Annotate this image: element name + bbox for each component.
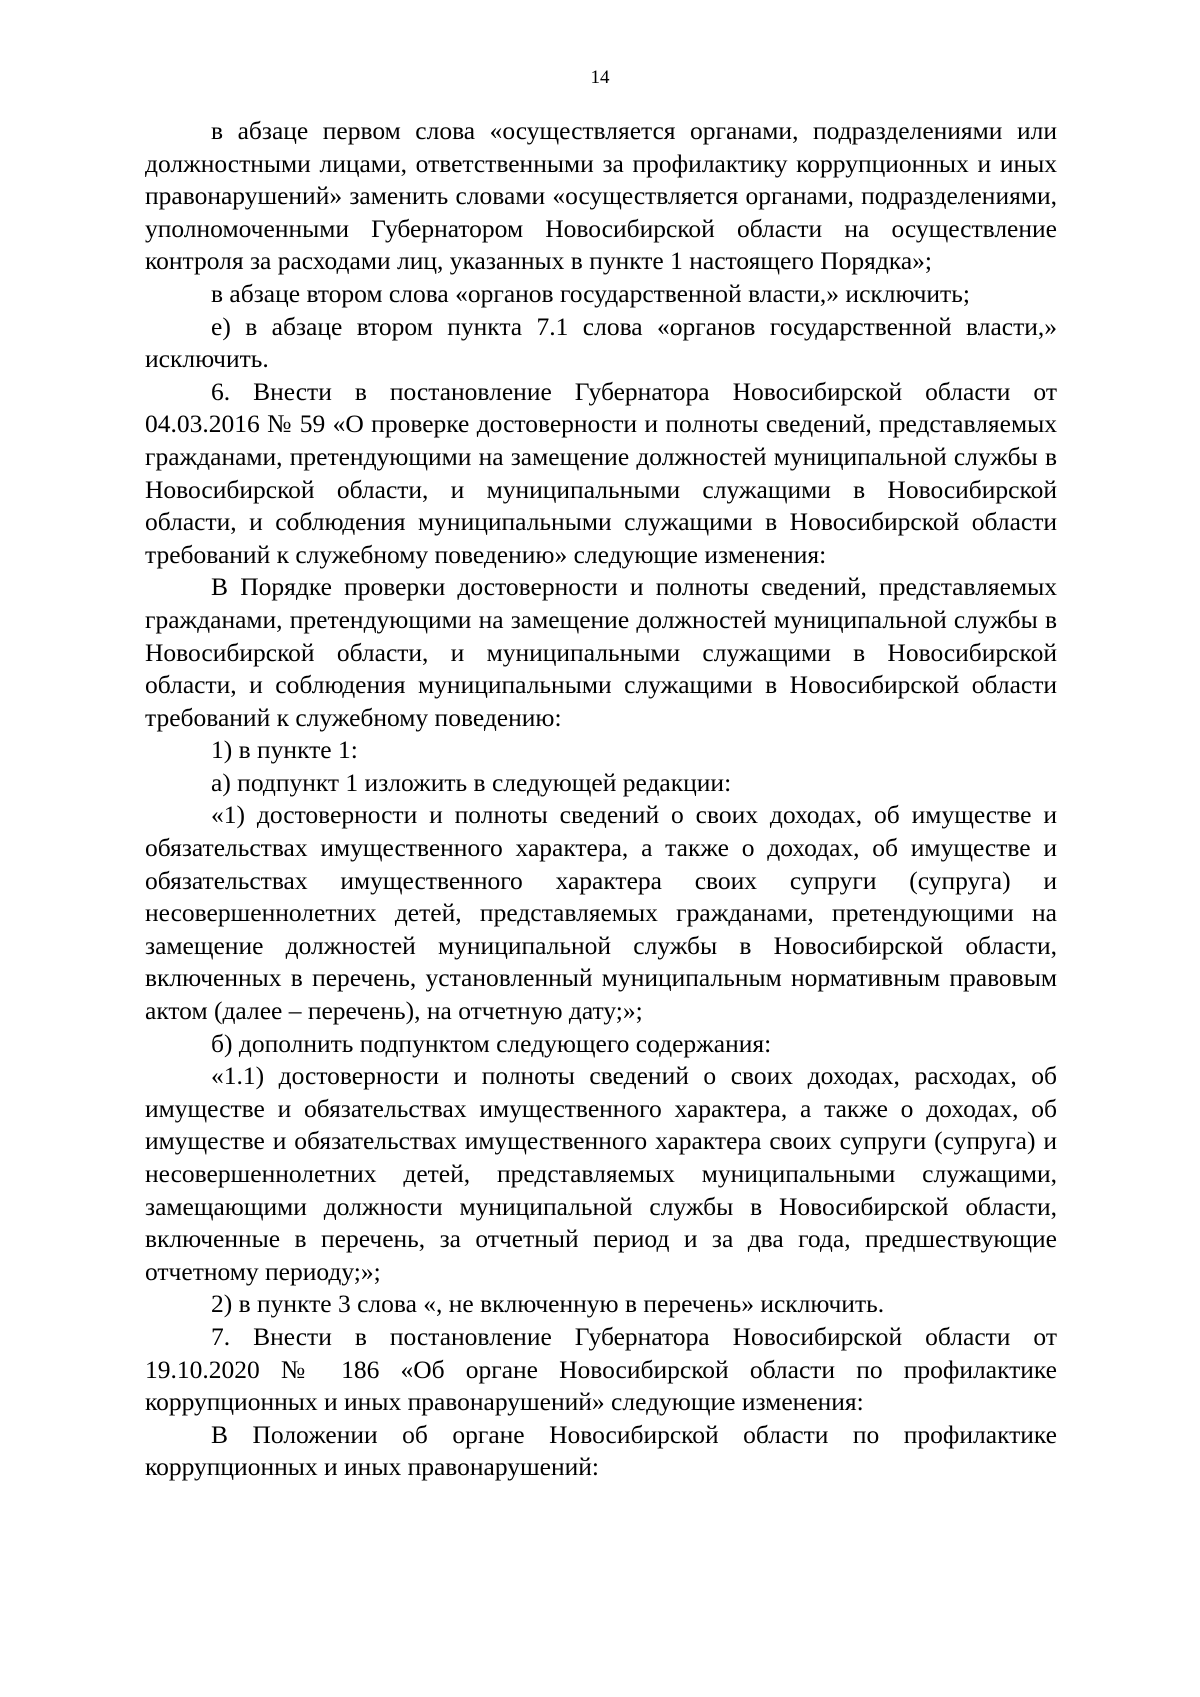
page-number: 14 xyxy=(590,67,610,88)
paragraph: В Порядке проверки достоверности и полноты сведений, представляемых гражданами, претендующими на замещение должностей муниципальной службы в Новосибирской области, и муниципальными служащими в Новосибирской области, и соблюдения муниципальными служащими в Новосибирской области требований к служебному поведению: xyxy=(145,572,1057,732)
paragraph: В Положении об органе Новосибирской области по профилактике коррупционных и иных правонарушений: xyxy=(145,1419,1057,1482)
paragraph: 6. Внести в постановление Губернатора Новосибирской области от 04.03.2016 № 59 «О проверке достоверности и полноты сведений, представляемых гражданами, претендующими на замещение должностей муниципальной службы в Новосибирской области, и муниципальными служащими в Новосибирской области, и соблюдения муниципальными служащими в Новосибирской области требований к служебному поведению» следующие изменения: xyxy=(145,376,1057,569)
paragraph: 7. Внести в постановление Губернатора Новосибирской области от 19.10.2020 № 186 «Об органе Новосибирской области по профилактике коррупционных и иных правонарушений» следующие изменения: xyxy=(145,1321,1057,1417)
paragraph: 2) в пункте 3 слова «, не включенную в перечень» исключить. xyxy=(211,1289,885,1319)
paragraph: в абзаце первом слова «осуществляется органами, подразделениями или должностными лицами, ответственными за профилактику коррупционных и иных правонарушений» заменить словами «осуществляется органами, подразделениями, уполномоченными Губернатором Новосибирской области на осуществление контроля за расходами лиц, указанных в пункте 1 настоящего Порядка»; xyxy=(145,116,1057,276)
paragraph: е) в абзаце втором пункта 7.1 слова «органов государственной власти,» исключить. xyxy=(145,311,1057,374)
paragraph: б) дополнить подпунктом следующего содержания: xyxy=(211,1028,772,1058)
paragraph: «1) достоверности и полноты сведений о своих доходах, об имуществе и обязательствах имущественного характера, а также о доходах, об имуществе и обязательствах имущественного характера своих супруги (супруга) и несовершеннолетних детей, представляемых гражданами, претендующими на замещение должностей муниципальной службы в Новосибирской области, включенных в перечень, установленный муниципальным нормативным правовым актом (далее – перечень), на отчетную дату;»; xyxy=(145,800,1057,1026)
paragraph: 1) в пункте 1: xyxy=(211,735,358,765)
paragraph: «1.1) достоверности и полноты сведений о своих доходах, расходах, об имуществе и обязательствах имущественного характера, а также о доходах, об имуществе и обязательствах имущественного характера своих супруги (супруга) и несовершеннолетних детей, представляемых муниципальными служащими, замещающими должности муниципальной службы в Новосибирской области, включенные в перечень, за отчетный период и за два года, предшествующие отчетному периоду;»; xyxy=(145,1061,1057,1286)
paragraph: а) подпункт 1 изложить в следующей редакции: xyxy=(211,767,732,797)
paragraph: в абзаце втором слова «органов государственной власти,» исключить; xyxy=(211,278,970,308)
document-body xyxy=(145,115,1057,1484)
